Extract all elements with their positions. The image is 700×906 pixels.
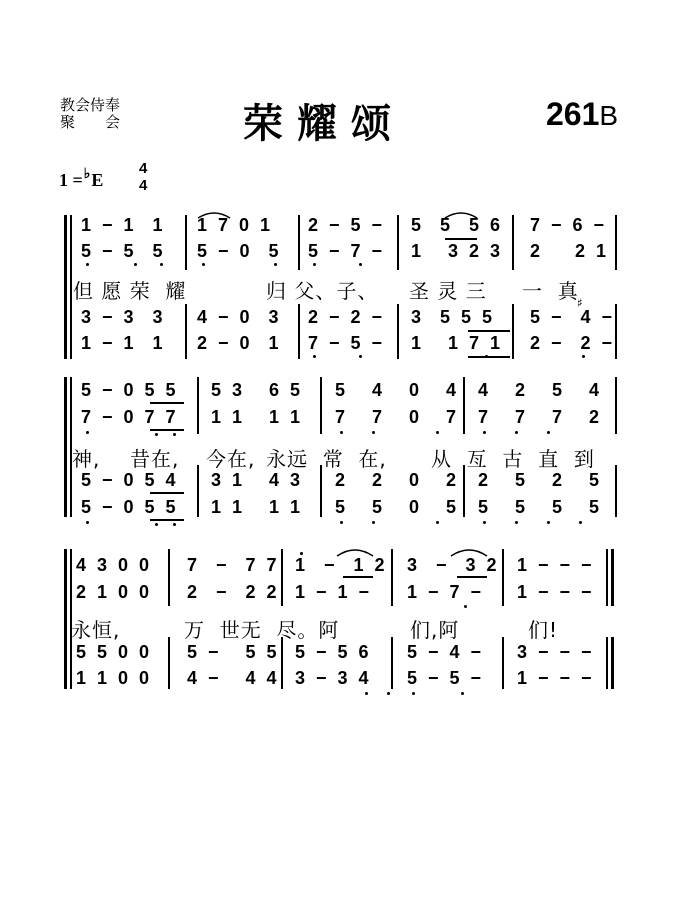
octave-dot xyxy=(483,431,486,434)
category-line-2 xyxy=(60,114,120,131)
lyric-line: 圣 灵 三 xyxy=(409,279,487,303)
tenor-measure: 5 − 4 − xyxy=(530,307,616,327)
octave-dot xyxy=(579,521,582,524)
underline-beam xyxy=(445,238,477,240)
soprano-measure: 5 4 0 4 xyxy=(335,380,460,400)
soprano-measure: 5 3 6 5 xyxy=(211,380,304,400)
tenor-measure: 3 1 4 3 xyxy=(211,470,304,490)
bass-measure: 1 − − − xyxy=(517,668,595,688)
system-bracket xyxy=(64,549,67,689)
octave-dot xyxy=(160,263,163,266)
tenor-measure: 5 − 5 5 xyxy=(187,642,280,662)
bass-measure: 1 1 0 0 xyxy=(76,668,153,688)
bass-measure: 4 − 4 4 xyxy=(187,668,280,688)
bass-measure: 5 5 0 5 xyxy=(335,497,460,517)
barline xyxy=(391,637,393,689)
barline xyxy=(512,215,514,270)
barline xyxy=(606,549,608,606)
barline xyxy=(70,215,72,359)
final-barline xyxy=(611,637,614,689)
category-line-2b: 会 xyxy=(105,113,121,131)
category-line-1: 教会侍奉 xyxy=(60,96,121,114)
octave-dot xyxy=(547,521,550,524)
alto-measure: 1 1 1 1 xyxy=(211,407,304,427)
flat-sign: ♭ xyxy=(83,167,91,182)
tenor-measure: 2 2 0 2 xyxy=(335,470,460,490)
soprano-measure: 3 − 3 2 xyxy=(407,555,500,575)
alto-measure: 1 − 7 − xyxy=(407,582,485,602)
underline-beam xyxy=(150,519,184,521)
barline xyxy=(168,549,170,606)
lyric-line: 万 世无 尽。阿 xyxy=(184,618,340,642)
octave-dot xyxy=(155,433,158,436)
lyric-line: 但 愿 荣 耀 xyxy=(73,279,187,303)
barline xyxy=(615,377,617,434)
barline xyxy=(320,465,322,517)
barline xyxy=(281,549,283,606)
time-signature-bottom: 4 xyxy=(139,177,148,194)
bass-measure: 2 − 0 1 xyxy=(197,333,282,353)
lyric-line: 们! xyxy=(528,618,559,642)
alto-measure: 5 − 0 5 xyxy=(197,241,282,261)
barline xyxy=(391,549,393,606)
slur xyxy=(335,544,375,558)
barline xyxy=(615,215,617,270)
lyric-line: 们,阿 xyxy=(410,618,460,642)
octave-dot xyxy=(436,521,439,524)
barline xyxy=(463,377,465,434)
slur xyxy=(196,208,232,220)
category-line-2a: 聚 xyxy=(60,113,76,131)
soprano-measure: 4 3 0 0 xyxy=(76,555,153,575)
octave-dot xyxy=(134,263,137,266)
underline-beam xyxy=(343,576,373,578)
octave-dot xyxy=(464,605,467,608)
barline xyxy=(281,637,283,689)
bass-measure: 5 5 5 5 xyxy=(478,497,603,517)
barline xyxy=(185,215,187,270)
octave-dot xyxy=(412,692,415,695)
lyric-line: 一 真 xyxy=(522,279,579,303)
bass-measure: 2 − 2 − xyxy=(530,333,616,353)
octave-dot xyxy=(340,431,343,434)
soprano-measure: 1 7 0 1 xyxy=(197,215,274,235)
soprano-measure: 1 − 1 1 xyxy=(81,215,166,235)
barline xyxy=(502,549,504,606)
underline-beam xyxy=(468,330,510,332)
key-prefix: 1 = xyxy=(59,170,83,190)
tenor-measure: 5 − 0 5 4 xyxy=(81,470,179,490)
alto-measure: 1 − 1 − xyxy=(295,582,373,602)
octave-dot xyxy=(202,263,205,266)
octave-dot xyxy=(359,355,362,358)
barline xyxy=(615,465,617,517)
octave-dot xyxy=(173,433,176,436)
barline xyxy=(185,304,187,359)
barline xyxy=(298,215,300,270)
barline xyxy=(197,465,199,517)
barline xyxy=(502,637,504,689)
alto-measure: 5 − 7 − xyxy=(308,241,386,261)
bass-measure: 1 1 7 1 xyxy=(411,333,504,353)
lyric-line: 今在, xyxy=(206,447,256,471)
soprano-measure: 2 − 5 − xyxy=(308,215,386,235)
octave-dot xyxy=(359,263,362,266)
barline xyxy=(298,304,300,359)
final-barline xyxy=(611,549,614,606)
lyric-line: 神, xyxy=(72,447,101,471)
underline-beam xyxy=(150,402,184,404)
bass-measure: 5 − 5 − xyxy=(407,668,485,688)
slur xyxy=(449,544,489,558)
tenor-measure: 3 − − − xyxy=(517,642,595,662)
octave-dot xyxy=(340,521,343,524)
key-signature xyxy=(59,167,104,191)
barline xyxy=(197,377,199,434)
octave-dot xyxy=(313,263,316,266)
octave-dot xyxy=(86,521,89,524)
soprano-measure: 7 − 6 − xyxy=(530,215,608,235)
octave-dot xyxy=(173,523,176,526)
barline xyxy=(397,215,399,270)
alto-measure: 1 3 2 3 xyxy=(411,241,504,261)
soprano-measure: 5 5 5 6 xyxy=(411,215,504,235)
lyric-line: 昔在, xyxy=(130,447,180,471)
tenor-measure: 5 − 4 − xyxy=(407,642,485,662)
bass-measure: 5 − 0 5 5 xyxy=(81,497,179,517)
tenor-measure: 3 5 5 5 xyxy=(411,307,496,327)
soprano-measure: 1 − 1 2 xyxy=(295,555,388,575)
hymn-number-digits: 261 xyxy=(546,96,600,132)
soprano-measure: 1 − − − xyxy=(517,555,595,575)
hymn-number xyxy=(546,96,618,133)
alto-measure: 7 7 0 7 xyxy=(335,407,460,427)
octave-dot xyxy=(86,431,89,434)
key-letter: E xyxy=(91,170,104,190)
octave-dot xyxy=(485,355,488,358)
underline-beam xyxy=(468,356,510,358)
octave-dot xyxy=(313,355,316,358)
barline xyxy=(320,377,322,434)
alto-measure: 7 − 0 7 7 xyxy=(81,407,179,427)
time-signature-top: 4 xyxy=(139,160,148,177)
tenor-measure: 5 − 5 6 xyxy=(295,642,372,662)
octave-dot xyxy=(372,521,375,524)
alto-measure: 1 − − − xyxy=(517,582,595,602)
octave-dot xyxy=(483,521,486,524)
octave-dot-high xyxy=(300,552,303,555)
octave-dot xyxy=(372,431,375,434)
barline xyxy=(512,304,514,359)
barline xyxy=(397,304,399,359)
alto-measure: 2 − 2 2 xyxy=(187,582,280,602)
underline-beam xyxy=(150,429,184,431)
octave-dot xyxy=(274,263,277,266)
hymn-number-suffix: B xyxy=(599,100,619,131)
underline-beam xyxy=(457,576,487,578)
octave-dot xyxy=(436,431,439,434)
alto-measure: 2 1 0 0 xyxy=(76,582,153,602)
alto-measure: 7 7 7 2 xyxy=(478,407,603,427)
octave-dot xyxy=(365,692,368,695)
octave-dot xyxy=(515,431,518,434)
tenor-measure: 2 5 2 5 xyxy=(478,470,603,490)
octave-dot xyxy=(582,355,585,358)
octave-dot xyxy=(86,263,89,266)
barline xyxy=(168,637,170,689)
system-bracket xyxy=(64,215,67,359)
alto-measure: 5 − 5 5 xyxy=(81,241,166,261)
bass-measure: 3 − 3 4 xyxy=(295,668,372,688)
barline xyxy=(606,637,608,689)
lyric-line: 永恒, xyxy=(71,618,121,642)
octave-dot xyxy=(515,521,518,524)
tenor-measure: 4 − 0 3 xyxy=(197,307,282,327)
tenor-measure: 5 5 0 0 xyxy=(76,642,153,662)
alto-measure: 2 2 1 xyxy=(530,241,610,261)
underline-beam xyxy=(150,492,184,494)
page-title: 荣耀颂 xyxy=(243,101,405,147)
octave-dot xyxy=(461,692,464,695)
bass-measure: 7 − 5 − xyxy=(308,333,386,353)
barline xyxy=(463,465,465,517)
lyric-line: 永远 常 在, xyxy=(266,447,387,471)
system-bracket xyxy=(64,377,67,517)
lyric-line: 从 亙 古 直 到 xyxy=(431,447,595,471)
barline xyxy=(615,304,617,359)
soprano-measure: 4 2 5 4 xyxy=(478,380,603,400)
sharp-sign: ♯ xyxy=(577,296,583,310)
lyric-line: 归 父、子、 xyxy=(266,279,379,303)
soprano-measure: 7 − 7 7 xyxy=(187,555,280,575)
category-label xyxy=(60,97,120,131)
tenor-measure: 2 − 2 − xyxy=(308,307,386,327)
octave-dot xyxy=(547,431,550,434)
octave-dot xyxy=(387,692,390,695)
tenor-measure: 3 − 3 3 xyxy=(81,307,166,327)
slur xyxy=(443,208,479,220)
bass-measure: 1 − 1 1 xyxy=(81,333,166,353)
bass-measure: 1 1 1 1 xyxy=(211,497,304,517)
soprano-measure: 5 − 0 5 5 xyxy=(81,380,179,400)
octave-dot xyxy=(155,523,158,526)
